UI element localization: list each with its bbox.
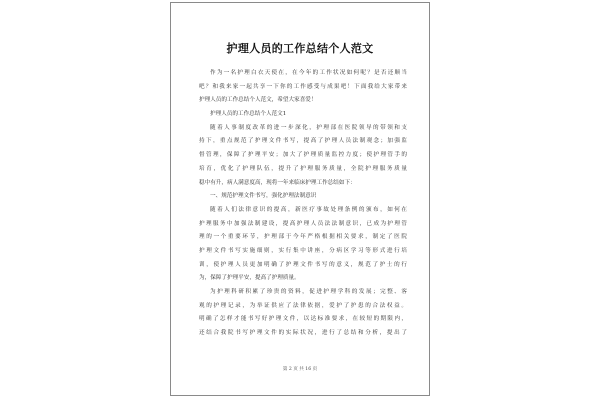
body-line: 护理文件书写实施细则，实行集中讲座，分病区学习等形式进行培 bbox=[199, 247, 407, 254]
body-line: 督管理，保障了护理平安；加大了护理质量监控力度；使护理管手的 bbox=[199, 152, 407, 159]
section-heading: 一、规范护理文件书写，强化护理法制意识 bbox=[210, 193, 317, 200]
body-line: 明确了怎样才能书写好护理文件，以达标准要求，在较短的期限内， bbox=[199, 316, 407, 323]
body-line: 为护理科研积累了珍贵的资料，促进护理学科的发展；完整、客 bbox=[210, 289, 407, 295]
document-page bbox=[170, 2, 430, 396]
body-line: 随着人事制度改革的进一步深化，护理部在医院领导的带领和支 bbox=[210, 124, 407, 131]
body-line: 持下，重点规范了护理文件书写，提高了护理人员法制观念；加强监 bbox=[199, 138, 407, 145]
document-title: 护理人员的工作总结个人范文 bbox=[226, 42, 374, 55]
body-line: 护理人员的工作总结个人范文，希望大家喜爱！ bbox=[199, 97, 317, 104]
section-heading: 护理人员的工作总结个人范文1 bbox=[210, 111, 287, 118]
body-line: 观的护理记录，为举证供应了法律依据，爱护了护患的合法权益。 bbox=[199, 302, 407, 309]
body-line: 理的一个重要环节，护理部于今年严格根据相关要求，制定了医院 bbox=[199, 234, 407, 241]
body-line: 培育，优化了护理队伍，提升了护理服务质量，全院护理服务质量 bbox=[199, 165, 407, 172]
page-number: 第 2 页 共 16 页 bbox=[282, 367, 318, 372]
document-body bbox=[199, 67, 407, 341]
body-line: 为，保障了护理平安，提高了护理质量。 bbox=[199, 275, 300, 282]
body-line: 还结合我院书写护理文件的实际状况，进行了总结和分析，提出了 bbox=[199, 330, 407, 337]
body-line: 训，使护理人员更加明确了护理文件书写的意义，规范了护士的行 bbox=[199, 261, 407, 268]
body-line: 护理服务中加强法制建设，提高护理人员法法制意识，已成为护理管 bbox=[199, 220, 407, 227]
body-line: 吧？和我来家一起共享一下你的工作感受与成果吧！下面我给大家带来 bbox=[199, 83, 407, 90]
body-line: 作为一名护理白衣天使在，在今年的工作状况如何呢？是否还顺当 bbox=[210, 70, 407, 76]
body-line: 随着人们法律意识的提高，新医疗事故处理条例的颁布，如何在 bbox=[210, 206, 407, 213]
body-line: 稳中有升，病人满意度高，现将一年来临床护理工作总结如下： bbox=[199, 179, 356, 186]
